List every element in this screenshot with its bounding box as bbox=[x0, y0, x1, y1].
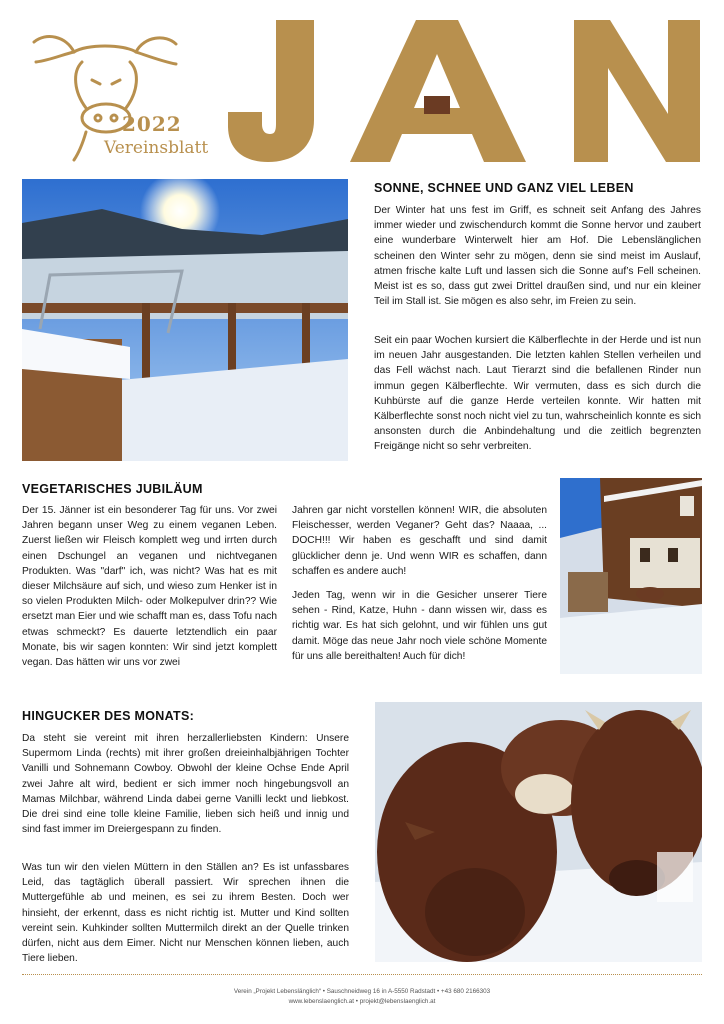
month-label bbox=[0, 0, 1, 1]
subtitle: Vereinsblatt bbox=[104, 138, 209, 158]
article-2-column-2b: Jeden Tag, wenn wir in die Gesicher unserer Tiere sehen - Rind, Katze, Huhn - dann wissen wir, dass es richtig war. Es hat sich gelohnt, und wir fühlen uns gut damit. Möge das neue Jahr noch viele schöne Momente für uns alle bereithalten! Auch für dich! bbox=[292, 590, 547, 662]
article-2-column-2a: Jahren gar nicht vorstellen können! WIR, die absoluten Fleischesser, werden Veganer? Geht das? Naaaa, ... DOCH!!! Wir haben es geschafft und sind damit glücklicher denn je. Und wenn WIR es schaffen, dann schaffen es andere auch! bbox=[292, 505, 547, 577]
photo-cows bbox=[375, 702, 702, 962]
article-3-paragraph-1: Da steht sie vereint mit ihren herzallerliebsten Kindern: Unsere Supermom Linda (rechts) mit ihrer großen dreieinhalbjährigen Tochter Vanilli und Sohnemann Cowboy. Obwohl der kleine Ochse Ende April zwei Jahre alt wird, bedient er sich immer noch hingebungsvoll an Mamas Milchbar, während Linda dabei gerne Vanilli leckt und liebkost. Die drei sind eine tolle kleine Familie, lieben sich heiß und innig und sind fast immer im Dreiergespann zu finden. bbox=[22, 733, 349, 836]
article-3-paragraph-2: Was tun wir den vielen Müttern in den Ställen an? Es ist unfassbares Leid, das tagtäglich überall passiert. Wir sprechen ihnen die Muttergefühle ab und meinen, es sei zu ihrem Besten. Doch wer hinsieht, der erkennt, dass es nicht richtig ist. Mutter und Kind sollten vereint sein. Kuhkinder sollten Muttermilch direkt an der Quelle trinken dürfen, nicht aus dem Eimer. Nicht nur Menschen können lieben, auch Tiere lieben. bbox=[22, 862, 349, 965]
month-letters bbox=[228, 16, 708, 162]
footer-web: www.lebenslaenglich.at • projekt@lebenslaenglich.at bbox=[288, 998, 436, 1005]
article-3-title: HINGUCKER DES MONATS: bbox=[22, 709, 195, 723]
photo-barn bbox=[560, 478, 702, 674]
header bbox=[0, 0, 724, 170]
photo-winter-balcony bbox=[22, 179, 348, 461]
article-1-title: SONNE, SCHNEE UND GANZ VIEL LEBEN bbox=[374, 181, 634, 195]
year: 2022 bbox=[122, 112, 182, 136]
article-2-column-1: Der 15. Jänner ist ein besonderer Tag für uns. Vor zwei Jahren begann unser Weg zu einem veganen Leben. Zuerst ließen wir Fleisch komplett weg und irrten durch einen Dschungel an veganen und nichtveganen Produkten. Was "darf" ich, was nicht? Was hat es mit dieser Milchsäure auf sich, und wieso zum Henker ist in so vielen Produkten Milch- oder Molkepulver drin?? Wie ersetzt man Eier und wie schafft man es, dass Tofu nach etwas schmeckt? Es dauerte letztendlich ein paar Monate, bis wir sagen konnten: Wir sind jetzt komplett vegan. Das hätten wir uns vor zwei bbox=[22, 505, 278, 669]
article-2-title: VEGETARISCHES JUBILÄUM bbox=[22, 482, 203, 496]
article-1-paragraph-2: Seit ein paar Wochen kursiert die Kälberflechte in der Herde und ist nun im neuen Jahr ausgestanden. Die letzten kahlen Stellen verheilen und das Fell wächst nach. Laut Tierarzt sind die befallenen Rinder nun immun gegen Kälberflechte. Wir vermuten, dass es sich durch die Kuhbürste auf die ganze Herde verteilen konnte. Wir hatten mit Kälberflechte sonst noch nicht viel zu tun, wahrscheinlich konnte es sich ansonsten durch die Anbindehaltung und die zeitlich begrenzten Freigänge nicht so sehr verbreiten. bbox=[374, 335, 701, 453]
footer-divider bbox=[22, 974, 702, 975]
footer-contact: Verein „Projekt Lebenslänglich“ • Sauschneidweg 16 in A-5550 Radstadt • +43 680 2166303 bbox=[233, 988, 491, 995]
article-1-paragraph-1: Der Winter hat uns fest im Griff, es schneit seit Anfang des Jahres immer wieder und zwischendurch kommt die Sonne hervor und zaubert eine wunderbare Winterwelt hier am Hof. Die Lebenslänglichen scheinen den Winter sehr zu mögen, denn sie sind meist im Auslauf, atmen frische kalte Luft und lassen sich die Sonne auf’s Fell scheinen. Meist ist es so, dass gut zwei Drittel draußen sind, und nur ein kleiner Teil im Stall ist. Sie mögen es also sehr, im Freien zu sein. bbox=[374, 205, 701, 308]
